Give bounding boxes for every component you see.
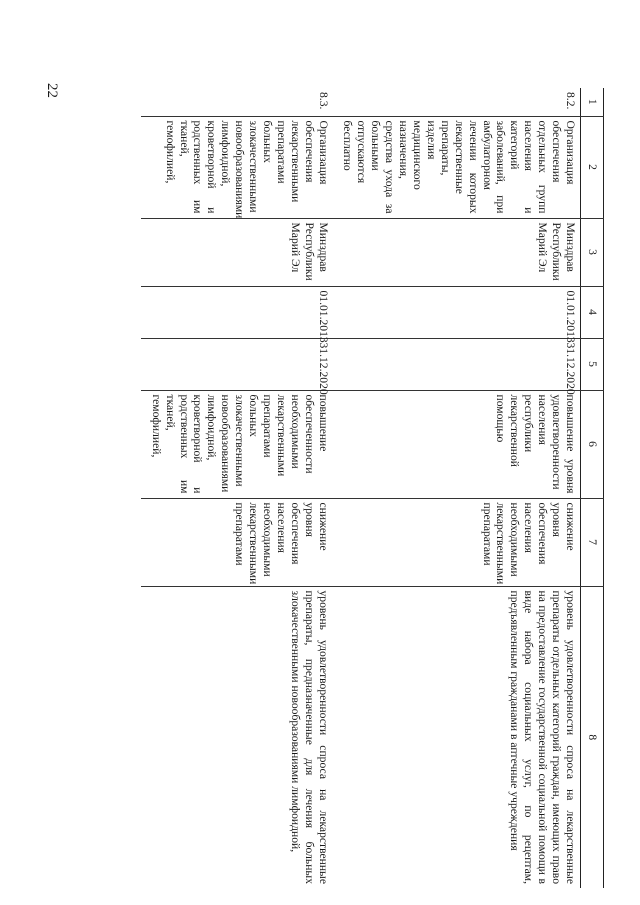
rotated-table-wrapper [106,88,604,888]
executor: Минздрав Республики Марий Эл [141,218,333,286]
col-4-number: 4 [581,286,604,338]
indicator: уровень удовлетворенности спроса на лекарственные препараты отдельных категорий граждан, имеющих право на предоставление государственной социальной помощи в виде набора социальных услуг, по рецептам, предъявленным гражданами в аптечные учреждения [333,586,581,888]
page-number: 22 [44,83,60,98]
row-number: 8.3. [316,92,330,110]
table-row [333,88,581,888]
measures-table [141,88,604,888]
risks: снижение уровня обеспечения населения необходимыми лекарственными препаратами [141,498,333,586]
col-2-number: 2 [581,116,604,218]
col-1-number: 1 [585,98,599,105]
col-3-number: 3 [581,218,604,286]
expected-result: повышение уровня удовлетворенности населения республики лекарственной помощью [333,390,581,498]
measure-name: Организация обеспечения лекарственными препаратами больных злокачественными новообразованиями лимфоидной, кроветворной и родственных им тканей, гемофилией, [141,116,333,218]
row-number: 8.2. [564,92,577,110]
executor: Минздрав Республики Марий Эл [333,218,581,286]
risks: снижение уровня обеспечения населения необходимыми лекарственными препаратами [333,498,581,586]
start-date: 01.01.2013 [141,286,333,338]
col-8-number: 8 [581,586,604,888]
expected-result: повышение обеспеченности необходимыми лекарственными препаратами больных злокачественными новообразованиями лимфоидной, кроветворной и родственных им тканей, гемофилией, [141,390,333,498]
col-6-number: 6 [581,390,604,498]
indicator: уровень удовлетворенности спроса на лекарственные препараты, предназначенные для лечения больных злокачественными новообразованиями лимфоидной, [141,586,333,888]
measure-name: Организация обеспечения отдельных групп населения и категорий заболеваний, при амбулаторном лечении которых лекарственные препараты, изделия медицинского назначения, средства ухода за больными отпускаются бесплатно [333,116,581,218]
column-number-header [581,88,604,888]
end-date: 31.12.2020 [333,338,581,390]
col-7-number: 7 [581,498,604,586]
table-row [141,88,333,888]
start-date: 01.01.2013 [333,286,581,338]
end-date: 31.12.2020 [141,338,333,390]
col-5-number: 5 [581,338,604,390]
